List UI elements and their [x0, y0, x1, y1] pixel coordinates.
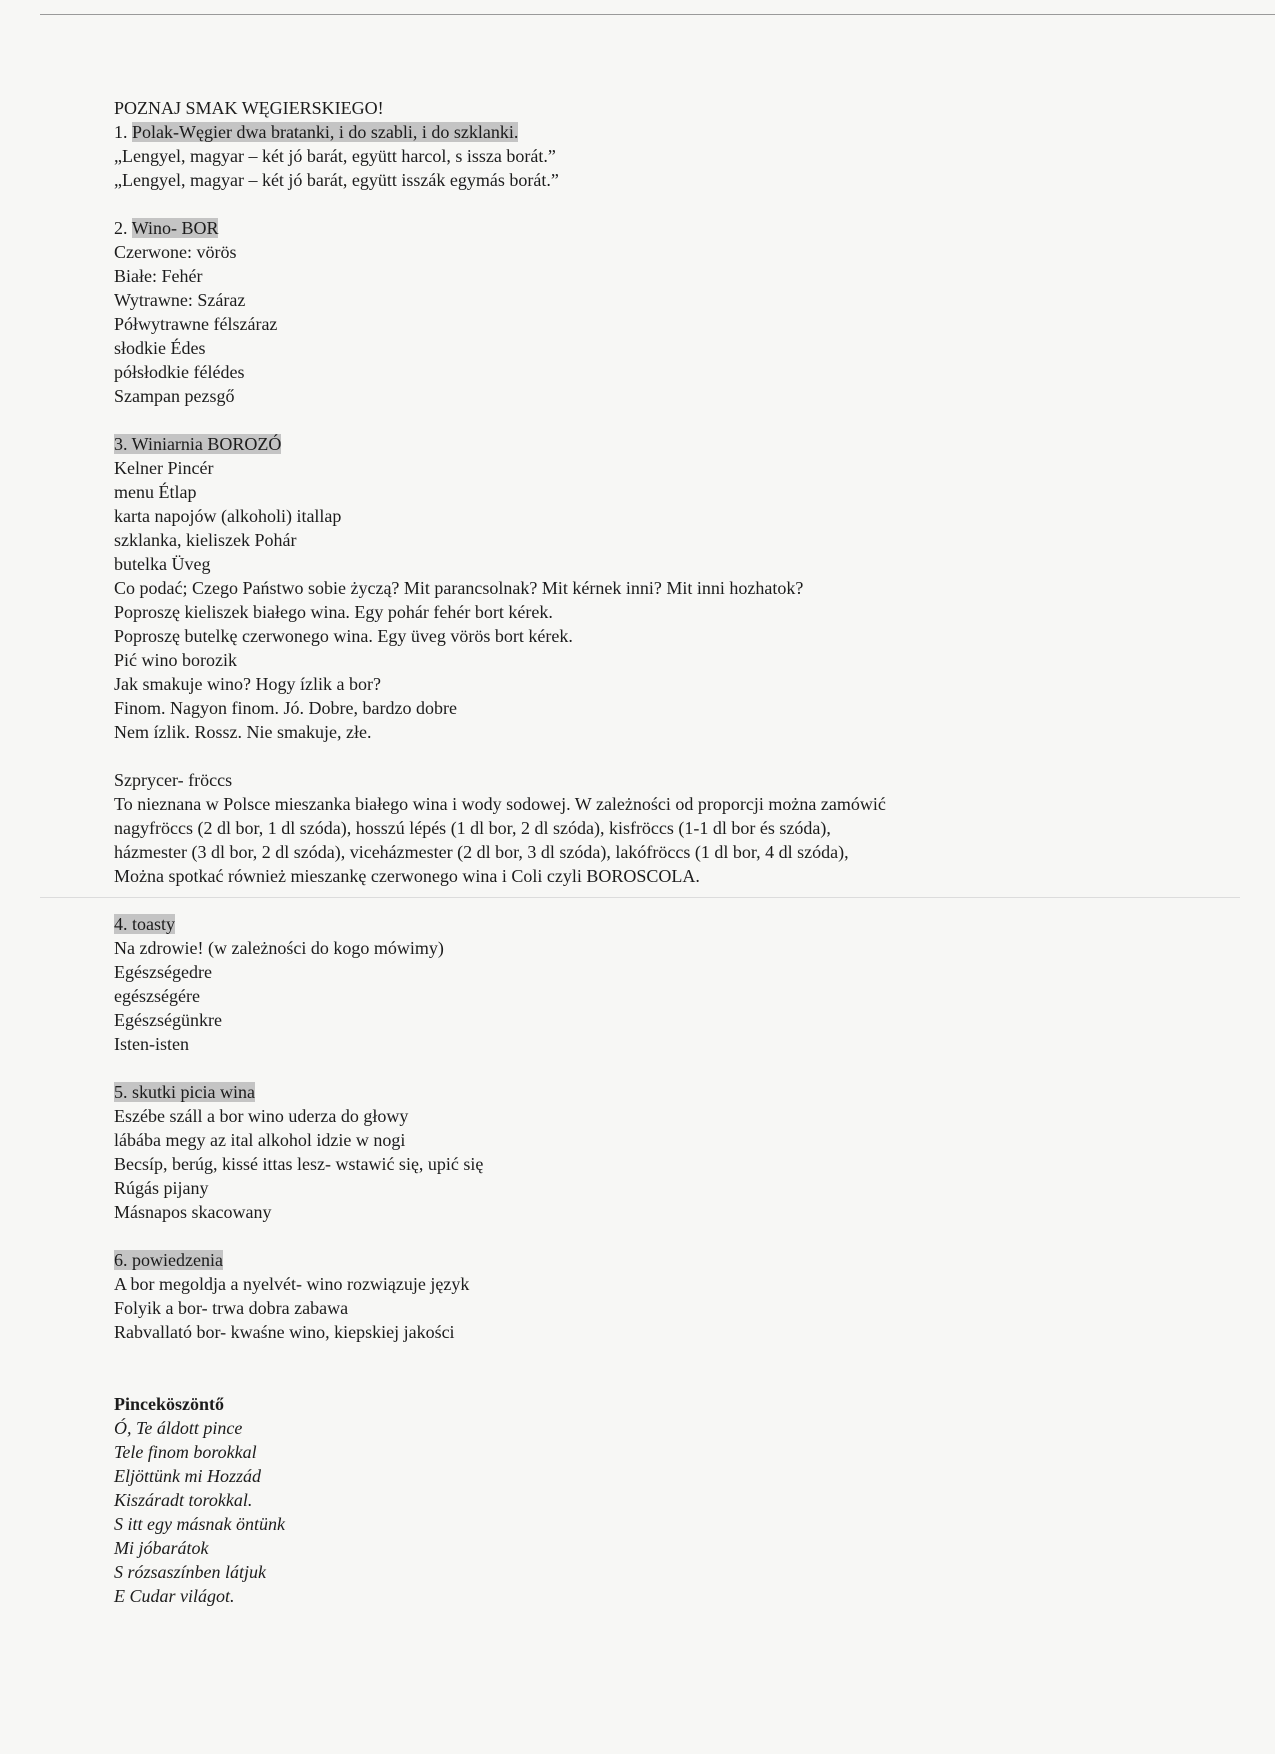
section-1-number: 1. [114, 122, 128, 142]
section-3-line: Co podać; Czego Państwo sobie życzą? Mit parancsolnak? Mit kérnek inni? Mit inni hozhatok? [114, 578, 804, 598]
section-2-line: Wytrawne: Száraz [114, 290, 246, 310]
spritzer-line: To nieznana w Polsce mieszanka białego wina i wody sodowej. W zależności od proporcji można zamówić [114, 794, 886, 814]
document-title: POZNAJ SMAK WĘGIERSKIEGO! [114, 98, 384, 118]
section-3-line: butelka Üveg [114, 554, 211, 574]
section-3-line: szklanka, kieliszek Pohár [114, 530, 297, 550]
section-6-heading [114, 1248, 1234, 1272]
section-6-heading-text: 6. powiedzenia [114, 1250, 223, 1270]
poem-line: Kiszáradt torokkal. [114, 1490, 253, 1510]
section-4-line: Na zdrowie! (w zależności do kogo mówimy) [114, 938, 444, 958]
section-5-line: Rúgás pijany [114, 1178, 209, 1198]
section-5-line: lábába megy az ital alkohol idzie w nogi [114, 1130, 406, 1150]
section-6-line: Folyik a bor- trwa dobra zabawa [114, 1298, 349, 1318]
section-2-heading-text: Wino- BOR [131, 218, 219, 238]
section-5-heading [114, 1080, 1234, 1104]
section-4-heading [114, 912, 1234, 936]
section-4-heading-text: 4. toasty [114, 914, 175, 934]
section-2-line: Półwytrawne félszáraz [114, 314, 278, 334]
section-3-line: Poproszę butelkę czerwonego wina. Egy üveg vörös bort kérek. [114, 626, 573, 646]
section-1-heading [114, 120, 1234, 144]
section-3-line: karta napojów (alkoholi) itallap [114, 506, 342, 526]
poem-line: E Cudar világot. [114, 1586, 235, 1606]
section-3-heading [114, 432, 1234, 456]
section-3-line: Jak smakuje wino? Hogy ízlik a bor? [114, 674, 381, 694]
section-2-line: półsłodkie félédes [114, 362, 245, 382]
poem-line: S rózsaszínben látjuk [114, 1562, 267, 1582]
section-3-line: Poproszę kieliszek białego wina. Egy pohár fehér bort kérek. [114, 602, 553, 622]
section-1-line: „Lengyel, magyar – két jó barát, együtt harcol, s issza borát.” [114, 146, 556, 166]
section-2-line: Białe: Fehér [114, 266, 203, 286]
scan-top-edge-line [40, 14, 1275, 15]
section-4-line: egészségére [114, 986, 200, 1006]
section-3-line: Pić wino borozik [114, 650, 237, 670]
section-3-heading-text: 3. Winiarnia BOROZÓ [114, 434, 282, 454]
section-2-number: 2. [114, 218, 128, 238]
spritzer-line: nagyfröccs (2 dl bor, 1 dl szóda), hosszú lépés (1 dl bor, 2 dl szóda), kisfröccs (1-1 dl bor és szóda), [114, 818, 831, 838]
section-4-line: Isten-isten [114, 1034, 189, 1054]
poem-line: Mi jóbarátok [114, 1538, 209, 1558]
document-body [114, 96, 1234, 1608]
section-1-line: „Lengyel, magyar – két jó barát, együtt isszák egymás borát.” [114, 170, 559, 190]
section-5-line: Becsíp, berúg, kissé ittas lesz- wstawić się, upić się [114, 1154, 484, 1174]
section-6-line: A bor megoldja a nyelvét- wino rozwiązuje język [114, 1274, 470, 1294]
poem-line: Tele finom borokkal [114, 1442, 257, 1462]
section-2-heading [114, 216, 1234, 240]
section-4-line: Egészségedre [114, 962, 212, 982]
section-3-line: Finom. Nagyon finom. Jó. Dobre, bardzo dobre [114, 698, 457, 718]
section-3-line: Nem ízlik. Rossz. Nie smakuje, złe. [114, 722, 372, 742]
section-1-heading-text: Polak-Węgier dwa bratanki, i do szabli, i do szklanki. [132, 122, 519, 142]
spritzer-heading: Szprycer- fröccs [114, 770, 233, 790]
poem-line: S itt egy másnak öntünk [114, 1514, 285, 1534]
spritzer-line: házmester (3 dl bor, 2 dl szóda), viceházmester (2 dl bor, 3 dl szóda), lakófröccs (1 dl bor, 4 dl szóda), [114, 842, 849, 862]
poem-title: Pinceköszöntő [114, 1394, 224, 1414]
section-2-line: Szampan pezsgő [114, 386, 235, 406]
spritzer-line: Można spotkać również mieszankę czerwonego wina i Coli czyli BOROSCOLA. [114, 866, 700, 886]
section-6-line: Rabvallató bor- kwaśne wino, kiepskiej jakości [114, 1322, 455, 1342]
section-2-line: Czerwone: vörös [114, 242, 237, 262]
section-5-line: Eszébe száll a bor wino uderza do głowy [114, 1106, 409, 1126]
section-5-line: Másnapos skacowany [114, 1202, 272, 1222]
poem-line: Eljöttünk mi Hozzád [114, 1466, 261, 1486]
section-3-line: menu Étlap [114, 482, 197, 502]
section-5-heading-text: 5. skutki picia wina [114, 1082, 255, 1102]
section-3-line: Kelner Pincér [114, 458, 214, 478]
section-2-line: słodkie Édes [114, 338, 206, 358]
section-4-line: Egészségünkre [114, 1010, 222, 1030]
poem-line: Ó, Te áldott pince [114, 1418, 243, 1438]
